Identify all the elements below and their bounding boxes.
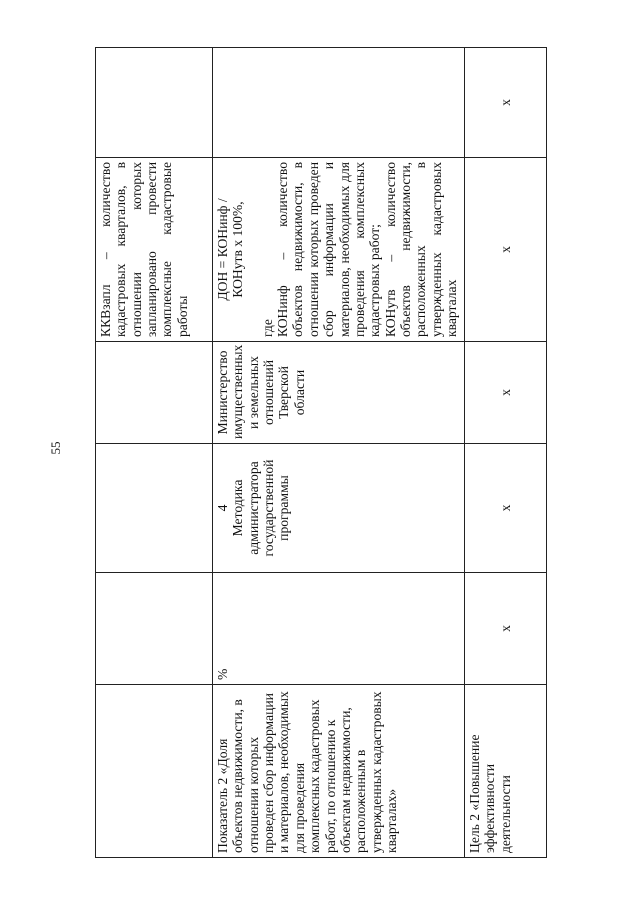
indicators-table bbox=[95, 47, 547, 858]
table-cell-kkv-definition: ККВзапл – количество кадастровых кварталов, в отношении которых запланировано провести комплексные кадастровые работы bbox=[96, 158, 213, 342]
table-cell-method bbox=[213, 444, 465, 573]
table-cell-x: х bbox=[465, 48, 547, 158]
page-number: 55 bbox=[48, 441, 63, 455]
table-cell bbox=[96, 444, 213, 573]
table-cell bbox=[96, 342, 213, 444]
rotated-page bbox=[95, 48, 545, 858]
table-cell bbox=[96, 685, 213, 858]
table-row bbox=[96, 48, 213, 858]
table-cell-x: х bbox=[465, 573, 547, 685]
table-cell-unit: % bbox=[213, 573, 465, 685]
formula-line-1: ДОН = КОНинф / bbox=[215, 198, 230, 301]
table-cell bbox=[96, 48, 213, 158]
table-cell-ministry: Министерство имущественных и земельных отношений Тверской области bbox=[213, 342, 465, 444]
method-number: 4 bbox=[215, 504, 230, 512]
table-cell-indicator-name: Показатель 2 «Доля объектов недвижимости, в отношении которых проведен сбор информации и материалов, необходимых для проведения комплексных кадастровых работ, по отношению к объектам недвижимости, расположенным в утвержденных кадастровых кварталах» bbox=[213, 685, 465, 858]
formula-where: где bbox=[259, 319, 275, 337]
table-row bbox=[465, 48, 547, 858]
table-row bbox=[213, 48, 465, 858]
table-cell-x: х bbox=[465, 342, 547, 444]
method-text: Методика администратора государственной программы bbox=[230, 459, 292, 557]
table-cell-x: х bbox=[465, 444, 547, 573]
table-sheet bbox=[95, 48, 545, 858]
table-cell-x: х bbox=[465, 158, 547, 342]
table-cell-formula bbox=[213, 158, 465, 342]
table-cell-goal-name: Цель 2 «Повышение эффективности деятельности bbox=[465, 685, 547, 858]
formula-definition-2: КОНутв – количество объектов недвижимости, расположенных в утвержденных кадастровых кварталах bbox=[382, 162, 460, 337]
table-cell bbox=[96, 573, 213, 685]
formula-line-2: КОНутв х 100%, bbox=[230, 201, 246, 298]
formula-definition-1: КОНинф – количество объектов недвижимости, в отношении которых проведен сбор информации и материалов, необходимых для проведения комплексных кадастровых работ; bbox=[275, 162, 383, 337]
table-cell bbox=[213, 48, 465, 158]
